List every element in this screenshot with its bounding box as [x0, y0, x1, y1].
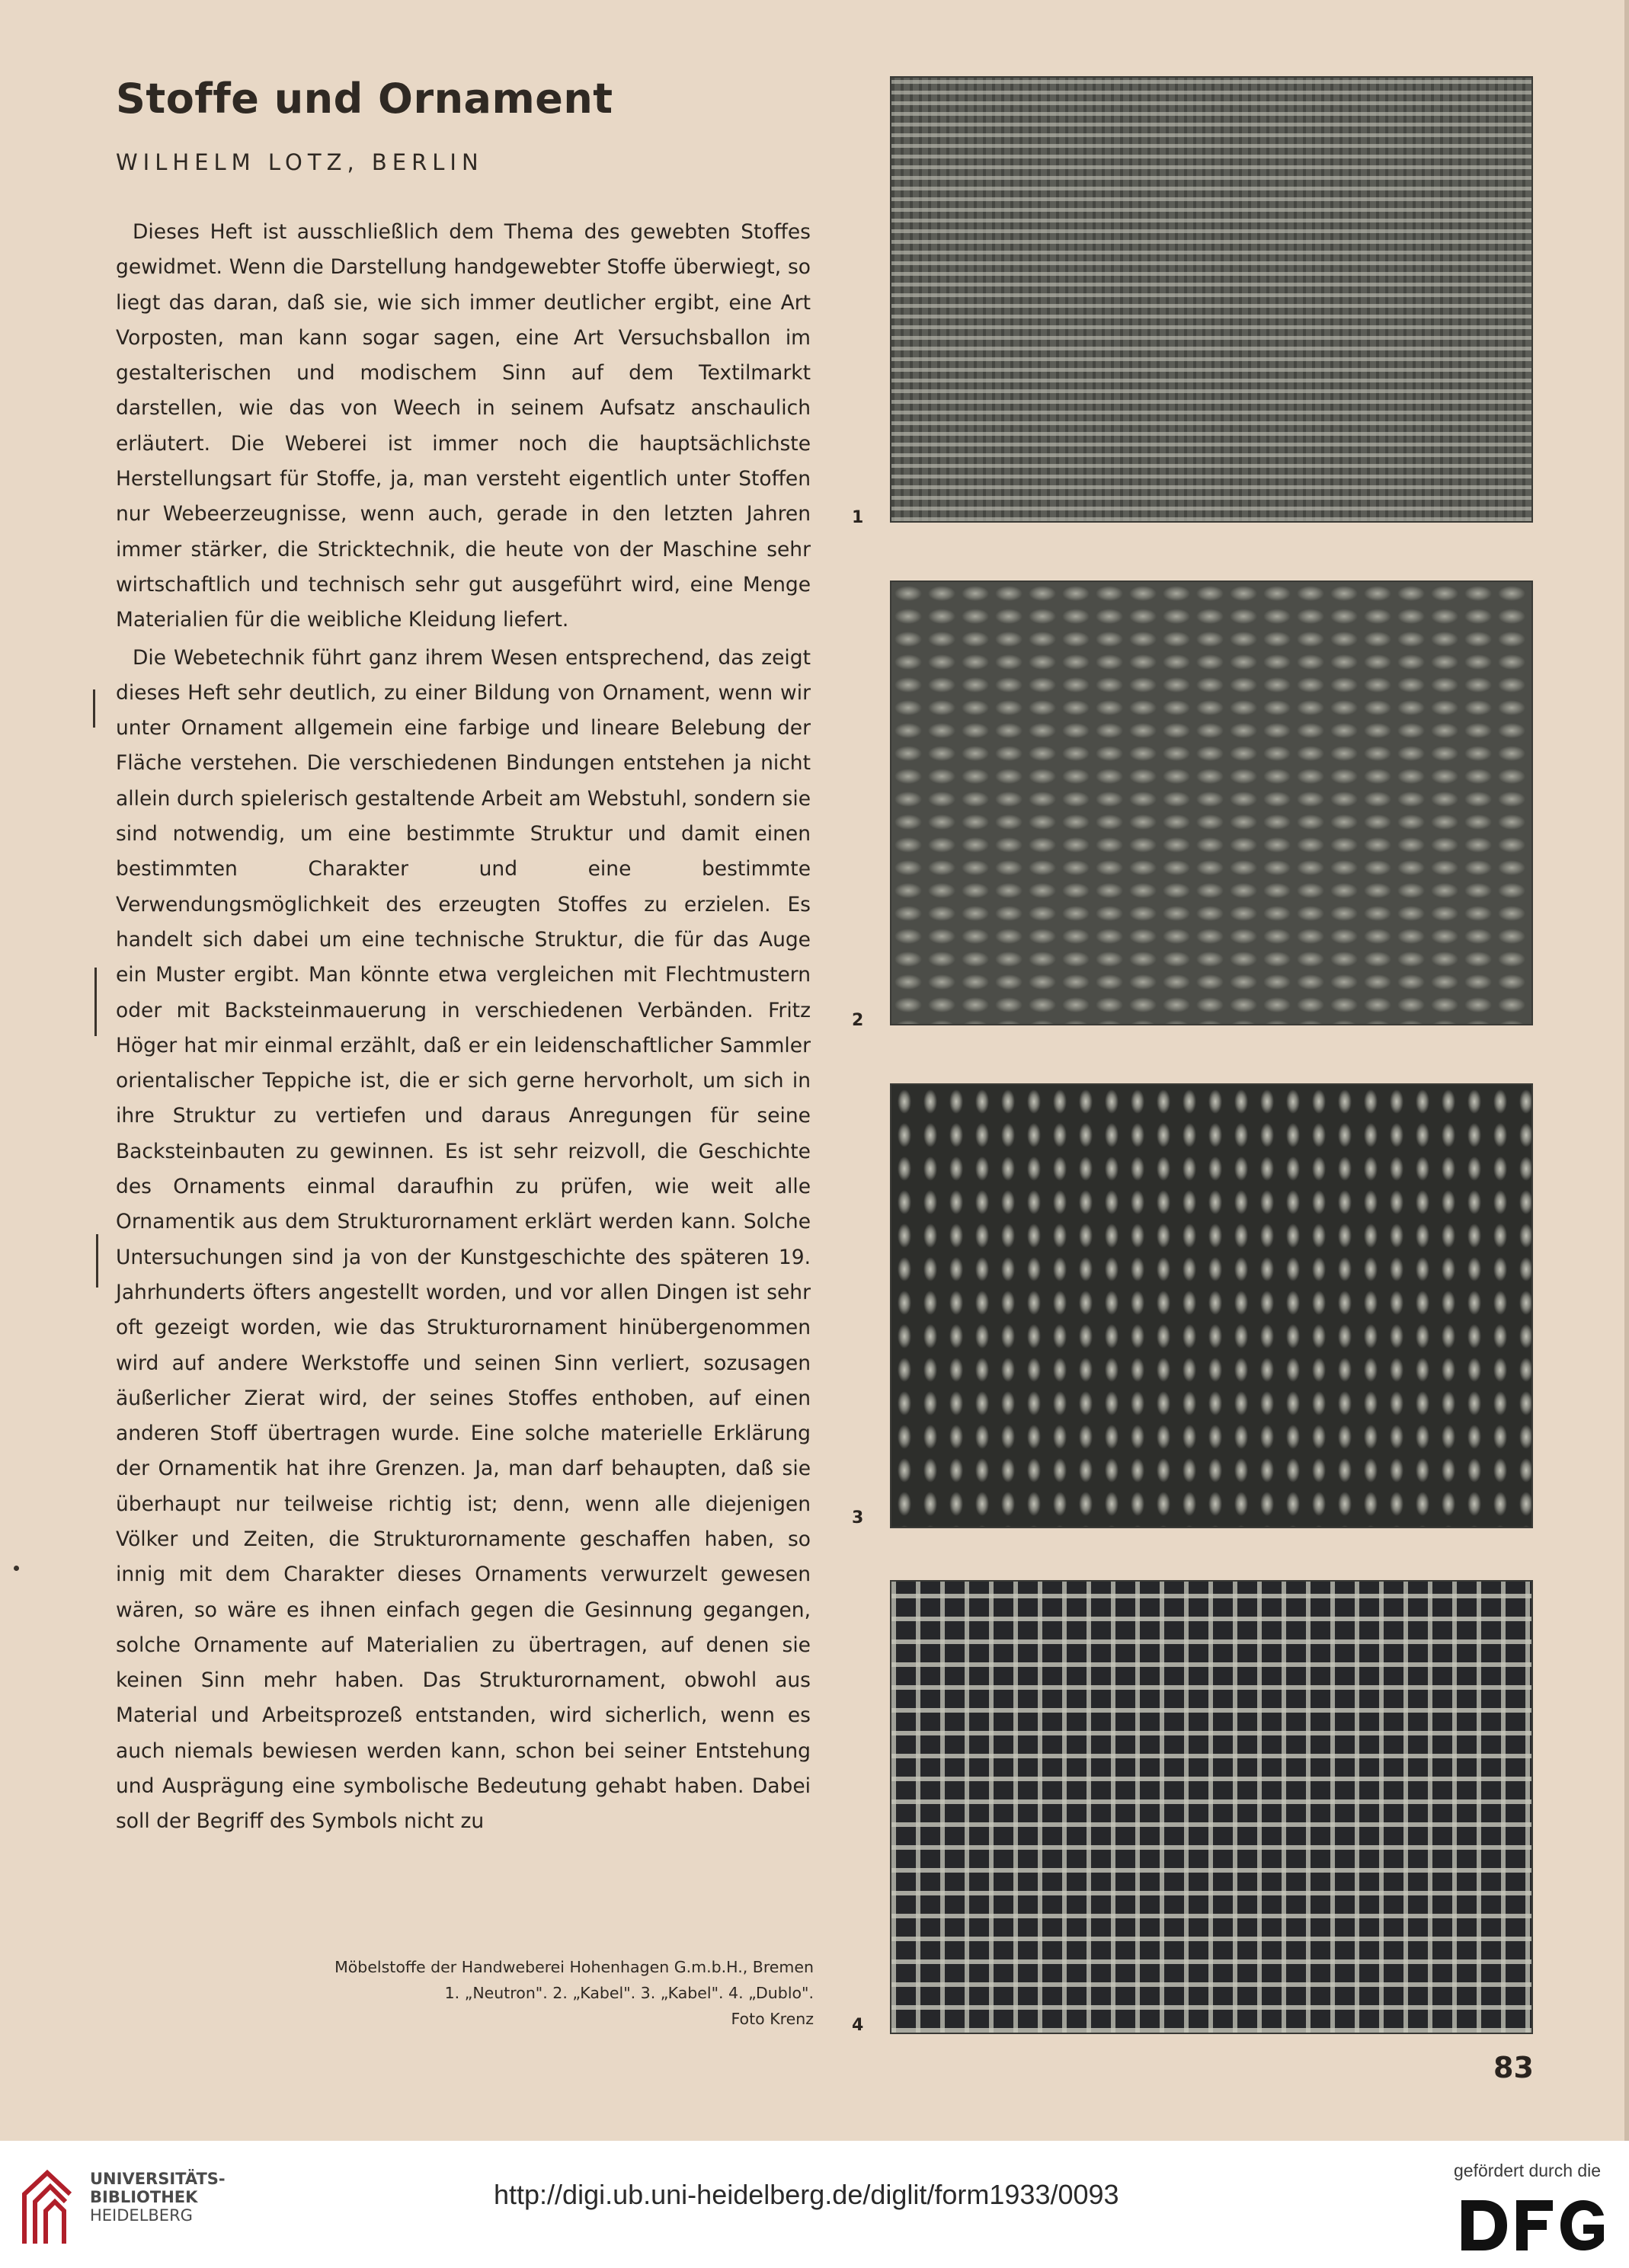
article-author: WILHELM LOTZ, BERLIN	[116, 149, 484, 175]
dfg-logo-icon[interactable]	[1448, 2193, 1615, 2258]
library-name: UNIVERSITÄTS- BIBLIOTHEK HEIDELBERG	[90, 2170, 226, 2225]
fabric-photo-kabel-1	[890, 581, 1533, 1025]
margin-pencil-mark	[93, 689, 95, 728]
funded-by-label: gefördert durch die	[1454, 2161, 1602, 2180]
document-url-link[interactable]: http://digi.ub.uni-heidelberg.de/diglit/form1933/0093	[494, 2179, 1119, 2210]
article-body	[116, 215, 811, 1840]
body-paragraph-2: Die Webetechnik führt ganz ihrem Wesen entsprechend, das zeigt dieses Heft sehr deutlich, zu einer Bildung von Ornament, wenn wir unter Ornament allgemein eine farbige und lineare Belebung der Fläche verstehen. Die verschiedenen Bindungen entstehen ja nicht allein durch spielerisch gestaltende Arbeit am Webstuhl, sondern sie sind notwendig, um eine bestimmte Struktur und damit einen bestimmten Charakter und eine bestimmte Verwendungsmöglichkeit des erzeugten Stoffes zu erzielen. Es handelt sich dabei um eine technische Struktur, die für das Auge ein Muster ergibt. Man könnte etwa vergleichen mit Flechtmustern oder mit Backsteinmauerung in verschiedenen Verbänden. Fritz Höger hat mir einmal erzählt, daß er ein leidenschaftlicher Sammler orientalischer Teppiche ist, die er sich gerne hervorholt, um sich in ihre Struktur zu vertiefen und daraus Anregungen für seine Backsteinbauten zu gewinnen. Es ist sehr reizvoll, die Geschichte des Ornaments einmal daraufhin zu prüfen, wie weit alle Ornamentik aus dem Strukturornament erklärt werden kann. Solche Untersuchungen sind ja von der Kunstgeschichte des späteren 19. Jahrhunderts öfters angestellt worden, und vor allen Dingen ist sehr oft gezeigt worden, wie das Strukturornament hinübergenommen wird auf andere Werkstoffe und seinen Sinn verliert, sozusagen äußerlicher Zierat wird, der seines Stoffes enthoben, auf einen anderen Stoff übertragen wurde. Eine solche materielle Erklärung der Ornamentik hat ihre Grenzen. Ja, man darf behaupten, daß sie überhaupt nur teilweise richtig ist; denn, wenn alle diejenigen Völker und Zeiten, die Strukturornamente geschaffen haben, so innig mit dem Charakter dieses Ornaments verwurzelt gewesen wären, so wäre es ihnen einfach gegen die Gesinnung gegangen, solche Ornamente auf Materialien zu übertragen, auf denen sie keinen Sinn mehr haben. Das Strukturornament, obwohl aus Material und Arbeitsprozeß entstanden, wird sicherlich, wenn es auch niemals bewiesen werden kann, schon bei seiner Entstehung und Ausprägung eine symbolische Bedeutung gehabt haben. Dabei soll der Begriff des Symbols nicht zu	[116, 645, 811, 1834]
body-paragraph-1: Dieses Heft ist ausschließlich dem Thema des gewebten Stoffes gewidmet. Wenn die Darstellung handgewebter Stoffe überwiegt, so liegt das daran, daß sie, wie sich immer deutlicher ergibt, eine Art Vorposten, man kann sogar sagen, eine Art Versuchsballon im gestalterischen und modischem Sinn auf dem Textilmarkt darstellen, wie das von Weech in seinem Aufsatz anschaulich erläutert. Die Weberei ist immer noch die hauptsächlichste Herstellungsart für Stoffe, ja, man versteht eigentlich unter Stoffen nur Webeerzeugnisse, wenn auch, gerade in den letzten Jahren immer stärker, die Stricktechnik, die heute von der Maschine sehr wirtschaftlich und technisch sehr gut ausgeführt wird, eine Menge Materialien für die weibliche Kleidung liefert.	[116, 220, 811, 632]
figure-number-2: 2	[852, 1011, 864, 1030]
caption-line-2: 1. „Neutron". 2. „Kabel". 3. „Kabel". 4. „Dublo".	[444, 1984, 814, 2002]
ub-heidelberg-logo-icon[interactable]	[17, 2164, 78, 2247]
article-title: Stoffe und Ornament	[116, 75, 613, 123]
caption-line-3: Foto Krenz	[731, 2010, 814, 2028]
photo-caption	[229, 1954, 814, 2032]
caption-line-1: Möbelstoffe der Handweberei Hohenhagen G.m.b.H., Bremen	[334, 1958, 814, 1976]
figure-number-3: 3	[852, 1508, 864, 1527]
figure-number-1: 1	[852, 508, 864, 527]
figure-number-4: 4	[852, 2016, 864, 2035]
fabric-photo-neutron	[890, 76, 1533, 523]
margin-pencil-mark	[96, 1234, 98, 1288]
fabric-photo-dublo	[890, 1580, 1533, 2034]
margin-pencil-mark	[94, 968, 97, 1036]
margin-dot	[14, 1566, 19, 1571]
page-number: 83	[1493, 2051, 1534, 2084]
digitization-footer	[0, 2141, 1629, 2268]
fabric-photo-kabel-2	[890, 1083, 1533, 1528]
